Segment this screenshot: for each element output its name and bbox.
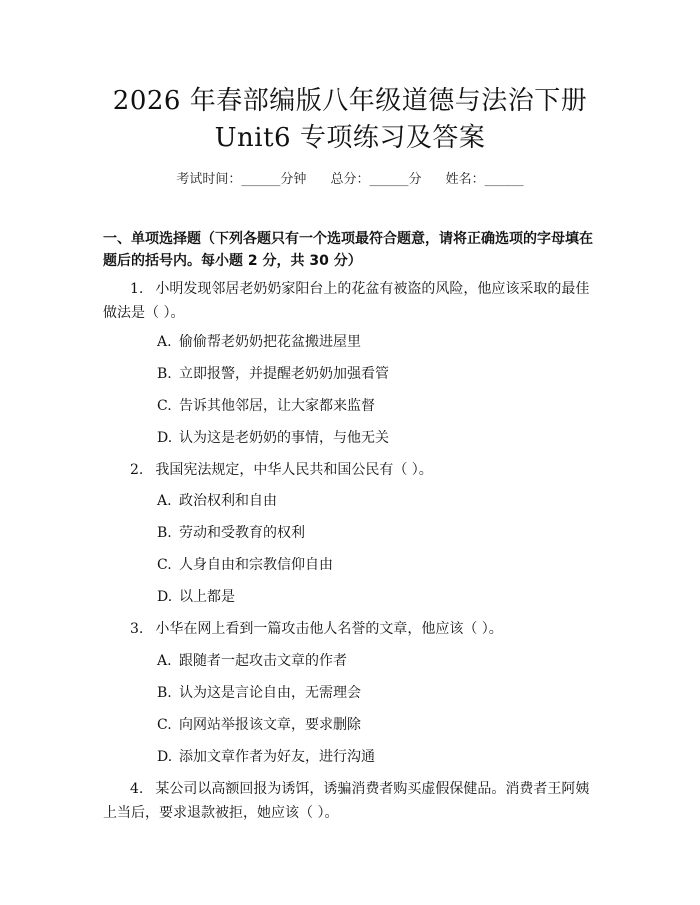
option-3c (157, 715, 361, 735)
option-1b (157, 364, 389, 384)
option-letter: A. (157, 334, 172, 350)
option-letter: D. (157, 430, 173, 446)
option-1d (157, 428, 389, 448)
document-subtitle: Unit6 专项练习及答案 (214, 123, 486, 153)
question-number: 4. (130, 781, 144, 797)
option-2b (157, 523, 305, 543)
question-text: 小明发现邻居老奶奶家阳台上的花盆有被盗的风险，他应该采取的最佳做法是（ ）。 (103, 281, 590, 321)
question-text: 某公司以高额回报为诱饵，诱骗消费者购买虚假保健品。消费者王阿姨上当后，要求退款被拒，她应该（ ）。 (103, 781, 590, 821)
section-heading: 一、单项选择题（下列各题只有一个选项最符合题意，请将正确选项的字母填在题后的括号内。每小题 2 分，共 30 分） (103, 231, 593, 269)
option-text: 偷偷帮老奶奶把花盆搬进屋里 (179, 334, 361, 350)
option-text: 以上都是 (179, 589, 235, 605)
option-letter: C. (157, 398, 172, 414)
option-letter: A. (157, 653, 172, 669)
option-2c (157, 555, 333, 575)
option-letter: A. (157, 493, 172, 509)
document-title: 2026 年春部编版八年级道德与法治下册 (112, 86, 588, 116)
question-text: 我国宪法规定，中华人民共和国公民有（ ）。 (155, 462, 433, 478)
question-number: 3. (130, 621, 144, 637)
option-letter: D. (157, 749, 173, 765)
option-letter: C. (157, 717, 172, 733)
option-text: 人身自由和宗教信仰自由 (179, 557, 333, 573)
option-2d (157, 587, 235, 607)
option-3d (157, 747, 375, 767)
option-text: 向网站举报该文章，要求删除 (179, 717, 361, 733)
question-number: 2. (130, 462, 144, 478)
option-text: 劳动和受教育的权利 (179, 525, 305, 541)
total-score-field: 总分：______分 (330, 172, 422, 187)
question-3 (103, 617, 603, 641)
option-letter: B. (157, 685, 172, 701)
student-name-field: 姓名：______ (445, 172, 524, 187)
exam-info-line (0, 168, 700, 187)
option-letter: B. (157, 366, 172, 382)
option-text: 认为这是老奶奶的事情，与他无关 (179, 430, 389, 446)
option-text: 添加文章作者为好友，进行沟通 (179, 749, 375, 765)
question-text: 小华在网上看到一篇攻击他人名誉的文章，他应该（ ）。 (155, 621, 503, 637)
question-4 (103, 777, 603, 825)
option-text: 跟随者一起攻击文章的作者 (179, 653, 347, 669)
exam-time-field: 考试时间：______分钟 (176, 172, 307, 187)
option-text: 认为这是言论自由，无需理会 (179, 685, 361, 701)
option-3a (157, 651, 347, 671)
option-letter: C. (157, 557, 172, 573)
option-text: 告诉其他邻居，让大家都来监督 (179, 398, 375, 414)
option-text: 立即报警，并提醒老奶奶加强看管 (179, 366, 389, 382)
option-text: 政治权利和自由 (179, 493, 277, 509)
option-letter: B. (157, 525, 172, 541)
question-1 (103, 277, 603, 325)
question-2 (103, 458, 603, 482)
option-1a (157, 332, 361, 352)
option-3b (157, 683, 361, 703)
option-letter: D. (157, 589, 173, 605)
question-number: 1. (130, 281, 144, 297)
option-1c (157, 396, 375, 416)
option-2a (157, 491, 277, 511)
